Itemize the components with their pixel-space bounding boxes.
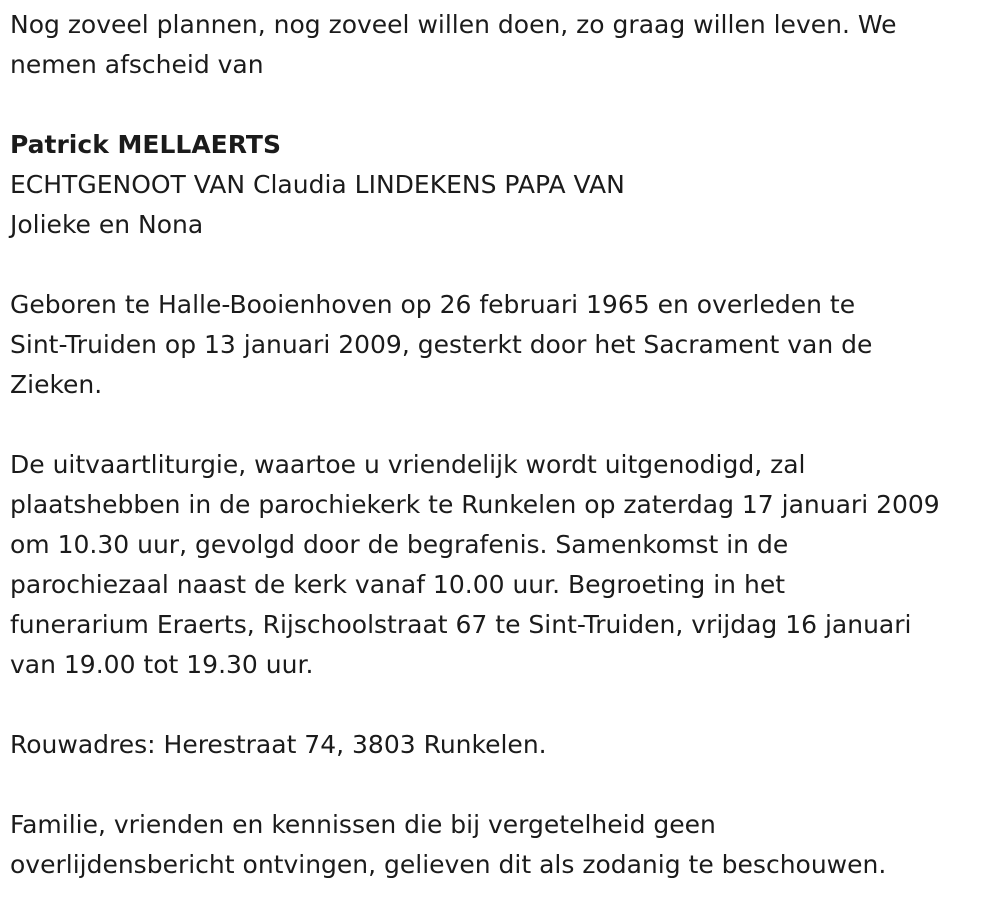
funeral-line: van 19.00 tot 19.30 uur. (10, 650, 314, 679)
relations-line: Jolieke en Nona (10, 210, 204, 239)
closing-line: Familie, vrienden en kennissen die bij vergetelheid geen (10, 810, 716, 839)
obituary-notice (10, 5, 995, 885)
funeral-line: funerarium Eraerts, Rijschoolstraat 67 te Sint-Truiden, vrijdag 16 januari (10, 610, 912, 639)
spacer (10, 405, 995, 445)
address-paragraph (10, 725, 995, 765)
spacer (10, 85, 995, 125)
relations-paragraph (10, 165, 995, 245)
spacer (10, 685, 995, 725)
birth-death-line: Geboren te Halle-Booienhoven op 26 februari 1965 en overleden te (10, 290, 856, 319)
deceased-name (10, 125, 995, 165)
spacer (10, 245, 995, 285)
intro-paragraph (10, 5, 995, 85)
intro-line: Nog zoveel plannen, nog zoveel willen doen, zo graag willen leven. We (10, 10, 897, 39)
closing-line: overlijdensbericht ontvingen, gelieven dit als zodanig te beschouwen. (10, 850, 887, 879)
birth-death-line: Sint-Truiden op 13 januari 2009, gesterkt door het Sacrament van de (10, 330, 873, 359)
funeral-paragraph (10, 445, 995, 685)
funeral-line: De uitvaartliturgie, waartoe u vriendelijk wordt uitgenodigd, zal (10, 450, 806, 479)
funeral-line: om 10.30 uur, gevolgd door de begrafenis. Samenkomst in de (10, 530, 789, 559)
funeral-line: parochiezaal naast de kerk vanaf 10.00 uur. Begroeting in het (10, 570, 785, 599)
birth-death-line: Zieken. (10, 370, 103, 399)
address-line: Rouwadres: Herestraat 74, 3803 Runkelen. (10, 730, 547, 759)
funeral-line: plaatshebben in de parochiekerk te Runkelen op zaterdag 17 januari 2009 (10, 490, 940, 519)
birth-death-paragraph (10, 285, 995, 405)
closing-paragraph (10, 805, 995, 885)
spacer (10, 765, 995, 805)
name-text: Patrick MELLAERTS (10, 130, 281, 159)
intro-line: nemen afscheid van (10, 50, 264, 79)
relations-line: ECHTGENOOT VAN Claudia LINDEKENS PAPA VAN (10, 170, 625, 199)
